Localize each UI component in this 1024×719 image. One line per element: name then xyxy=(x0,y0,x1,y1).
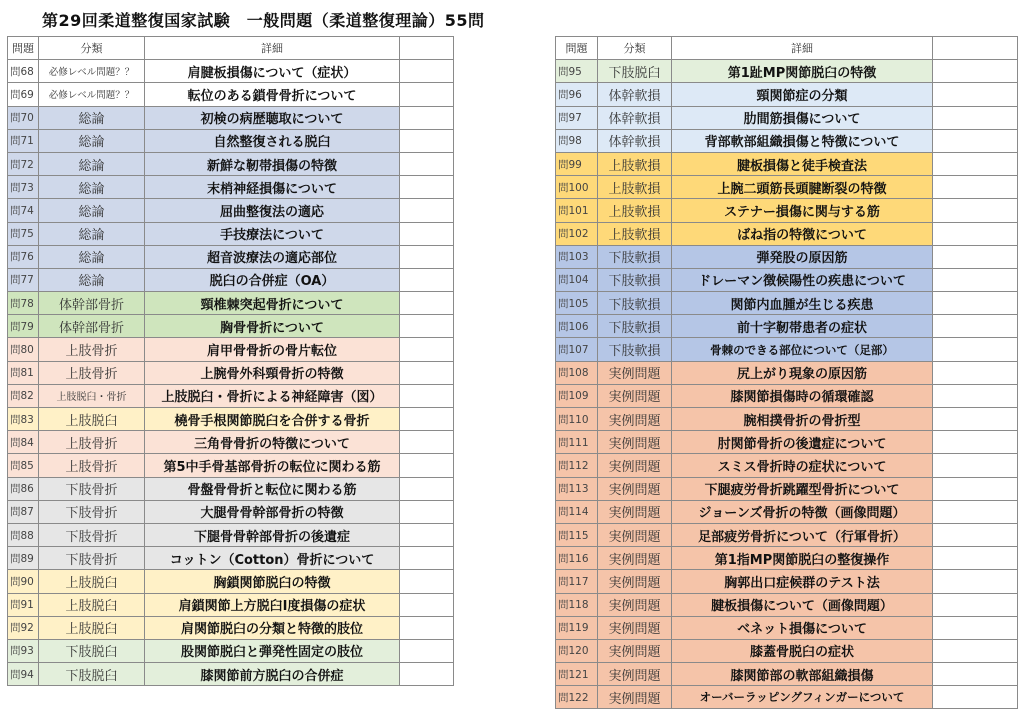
table-row xyxy=(556,454,1018,477)
blank-cell xyxy=(933,361,1018,384)
blank-cell xyxy=(933,315,1018,338)
blank-cell xyxy=(400,60,454,83)
blank-cell xyxy=(933,500,1018,523)
question-number: 問82 xyxy=(8,384,39,407)
question-detail: 第5中手骨基部骨折の転位に関わる筋 xyxy=(145,454,400,477)
header-num: 問題 xyxy=(8,37,39,60)
question-number: 問69 xyxy=(8,83,39,106)
blank-cell xyxy=(400,245,454,268)
table-row xyxy=(8,431,454,454)
question-detail: 自然整復される脱臼 xyxy=(145,129,400,152)
blank-cell xyxy=(400,616,454,639)
table-row xyxy=(556,361,1018,384)
blank-cell xyxy=(933,106,1018,129)
question-category: 実例問題 xyxy=(598,500,672,523)
table-row xyxy=(8,292,454,315)
question-category: 総論 xyxy=(39,152,145,175)
table-row xyxy=(556,106,1018,129)
question-number: 問96 xyxy=(556,83,598,106)
table-row xyxy=(8,83,454,106)
table-row xyxy=(556,292,1018,315)
table-row xyxy=(556,616,1018,639)
question-number: 問111 xyxy=(556,431,598,454)
header-category: 分類 xyxy=(598,37,672,60)
question-detail: 第1趾MP関節脱臼の特徴 xyxy=(672,60,933,83)
question-category: 上肢骨折 xyxy=(39,361,145,384)
question-category: 実例問題 xyxy=(598,431,672,454)
table-row xyxy=(8,384,454,407)
question-number: 問109 xyxy=(556,384,598,407)
blank-cell xyxy=(400,315,454,338)
question-category: 必修レベル問題？？ xyxy=(39,83,145,106)
question-number: 問83 xyxy=(8,408,39,431)
question-category: 実例問題 xyxy=(598,477,672,500)
question-number: 問122 xyxy=(556,686,598,709)
blank-cell xyxy=(400,83,454,106)
question-detail: 背部軟部組織損傷と特徴について xyxy=(672,129,933,152)
question-number: 問118 xyxy=(556,593,598,616)
header-blank xyxy=(400,37,454,60)
table-row xyxy=(556,408,1018,431)
table-row xyxy=(8,547,454,570)
question-detail: 関節内血腫が生じる疾患 xyxy=(672,292,933,315)
question-category: 上肢脱臼 xyxy=(39,616,145,639)
table-row xyxy=(8,523,454,546)
question-category: 下肢骨折 xyxy=(39,500,145,523)
question-number: 問117 xyxy=(556,570,598,593)
table-row xyxy=(8,222,454,245)
table-row xyxy=(8,477,454,500)
question-detail: 脱臼の合併症（OA） xyxy=(145,268,400,291)
question-detail: 橈骨手根関節脱臼を合併する骨折 xyxy=(145,408,400,431)
question-detail: 新鮮な靭帯損傷の特徴 xyxy=(145,152,400,175)
blank-cell xyxy=(400,222,454,245)
blank-cell xyxy=(933,152,1018,175)
question-detail: 大腿骨骨幹部骨折の特徴 xyxy=(145,500,400,523)
question-category: 必修レベル問題？？ xyxy=(39,60,145,83)
table-row xyxy=(8,176,454,199)
blank-cell xyxy=(933,570,1018,593)
table-row xyxy=(8,338,454,361)
question-detail: 足部疲労骨折について（行軍骨折） xyxy=(672,523,933,546)
question-detail: 腱板損傷について（画像問題） xyxy=(672,593,933,616)
question-number: 問120 xyxy=(556,639,598,662)
question-category: 実例問題 xyxy=(598,408,672,431)
table-row xyxy=(8,454,454,477)
question-detail: 腕相撲骨折の骨折型 xyxy=(672,408,933,431)
table-row xyxy=(8,315,454,338)
question-detail: 肩腱板損傷について（症状） xyxy=(145,60,400,83)
table-row xyxy=(8,199,454,222)
question-number: 問87 xyxy=(8,500,39,523)
question-category: 上肢軟損 xyxy=(598,176,672,199)
blank-cell xyxy=(933,408,1018,431)
question-number: 問106 xyxy=(556,315,598,338)
question-number: 問105 xyxy=(556,292,598,315)
question-number: 問115 xyxy=(556,523,598,546)
question-detail: 上腕骨外科頸骨折の特徴 xyxy=(145,361,400,384)
table-row xyxy=(556,547,1018,570)
header-num: 問題 xyxy=(556,37,598,60)
table-row xyxy=(8,106,454,129)
question-number: 問92 xyxy=(8,616,39,639)
blank-cell xyxy=(933,60,1018,83)
blank-cell xyxy=(400,639,454,662)
table-row xyxy=(556,663,1018,686)
question-number: 問88 xyxy=(8,523,39,546)
question-category: 総論 xyxy=(39,129,145,152)
table-row xyxy=(556,83,1018,106)
blank-cell xyxy=(400,408,454,431)
question-detail: 膝関節部の軟部組織損傷 xyxy=(672,663,933,686)
blank-cell xyxy=(933,454,1018,477)
question-category: 総論 xyxy=(39,106,145,129)
blank-cell xyxy=(400,547,454,570)
blank-cell xyxy=(400,338,454,361)
header-category: 分類 xyxy=(39,37,145,60)
question-detail: 胸郭出口症候群のテスト法 xyxy=(672,570,933,593)
question-number: 問104 xyxy=(556,268,598,291)
question-number: 問119 xyxy=(556,616,598,639)
header-detail: 詳細 xyxy=(145,37,400,60)
table-row xyxy=(8,408,454,431)
table-row xyxy=(8,268,454,291)
question-number: 問71 xyxy=(8,129,39,152)
question-detail: 膝関節損傷時の循環確認 xyxy=(672,384,933,407)
question-category: 上肢軟損 xyxy=(598,199,672,222)
question-detail: ベネット損傷について xyxy=(672,616,933,639)
question-category: 実例問題 xyxy=(598,570,672,593)
table-row xyxy=(556,315,1018,338)
question-category: 実例問題 xyxy=(598,639,672,662)
table-row xyxy=(8,616,454,639)
blank-cell xyxy=(933,292,1018,315)
question-number: 問77 xyxy=(8,268,39,291)
table-header-row xyxy=(8,37,454,60)
question-category: 実例問題 xyxy=(598,454,672,477)
table-row xyxy=(556,384,1018,407)
question-number: 問121 xyxy=(556,663,598,686)
question-detail: ジョーンズ骨折の特徴（画像問題） xyxy=(672,500,933,523)
question-category: 上肢脱臼・骨折 xyxy=(39,384,145,407)
blank-cell xyxy=(400,384,454,407)
question-category: 下肢脱臼 xyxy=(39,639,145,662)
table-row xyxy=(8,129,454,152)
question-category: 上肢軟損 xyxy=(598,222,672,245)
question-number: 問114 xyxy=(556,500,598,523)
question-detail: 頸椎棘突起骨折について xyxy=(145,292,400,315)
question-category: 実例問題 xyxy=(598,593,672,616)
blank-cell xyxy=(933,616,1018,639)
question-category: 下肢骨折 xyxy=(39,477,145,500)
question-detail: 肩関節脱臼の分類と特徴的肢位 xyxy=(145,616,400,639)
table-row xyxy=(8,60,454,83)
question-number: 問86 xyxy=(8,477,39,500)
question-number: 問91 xyxy=(8,593,39,616)
blank-cell xyxy=(400,176,454,199)
question-number: 問93 xyxy=(8,639,39,662)
question-number: 問99 xyxy=(556,152,598,175)
question-category: 体幹部骨折 xyxy=(39,315,145,338)
question-category: 下肢軟損 xyxy=(598,292,672,315)
question-category: 総論 xyxy=(39,176,145,199)
table-row xyxy=(556,60,1018,83)
table-row xyxy=(8,639,454,662)
question-category: 上肢骨折 xyxy=(39,454,145,477)
table-row xyxy=(556,500,1018,523)
question-category: 総論 xyxy=(39,268,145,291)
table-row xyxy=(8,361,454,384)
blank-cell xyxy=(400,500,454,523)
question-number: 問116 xyxy=(556,547,598,570)
question-detail: オーバーラッピングフィンガーについて xyxy=(672,686,933,709)
question-number: 問97 xyxy=(556,106,598,129)
question-detail: 第1指MP関節脱臼の整復操作 xyxy=(672,547,933,570)
blank-cell xyxy=(400,454,454,477)
question-category: 下肢軟損 xyxy=(598,245,672,268)
blank-cell xyxy=(400,477,454,500)
table-body-right xyxy=(556,60,1018,709)
table-row xyxy=(556,570,1018,593)
table-row xyxy=(556,639,1018,662)
question-number: 問70 xyxy=(8,106,39,129)
question-category: 下肢脱臼 xyxy=(598,60,672,83)
question-category: 総論 xyxy=(39,222,145,245)
question-detail: 肋間筋損傷について xyxy=(672,106,933,129)
question-number: 問79 xyxy=(8,315,39,338)
table-row xyxy=(556,222,1018,245)
question-detail: 頸関節症の分類 xyxy=(672,83,933,106)
blank-cell xyxy=(933,176,1018,199)
table-row xyxy=(556,268,1018,291)
question-detail: 肩鎖関節上方脱臼Ⅰ度損傷の症状 xyxy=(145,593,400,616)
question-number: 問72 xyxy=(8,152,39,175)
question-detail: 転位のある鎖骨骨折について xyxy=(145,83,400,106)
question-detail: 肩甲骨骨折の骨片転位 xyxy=(145,338,400,361)
question-number: 問76 xyxy=(8,245,39,268)
question-detail: 屈曲整復法の適応 xyxy=(145,199,400,222)
table-row xyxy=(556,129,1018,152)
question-number: 問89 xyxy=(8,547,39,570)
question-number: 問102 xyxy=(556,222,598,245)
blank-cell xyxy=(400,570,454,593)
blank-cell xyxy=(933,384,1018,407)
question-number: 問78 xyxy=(8,292,39,315)
question-number: 問103 xyxy=(556,245,598,268)
question-detail: ステナー損傷に関与する筋 xyxy=(672,199,933,222)
header-detail: 詳細 xyxy=(672,37,933,60)
blank-cell xyxy=(400,361,454,384)
question-category: 総論 xyxy=(39,199,145,222)
question-detail: スミス骨折時の症状について xyxy=(672,454,933,477)
question-detail: 骨棘のできる部位について（足部） xyxy=(672,338,933,361)
question-category: 体幹軟損 xyxy=(598,129,672,152)
question-category: 下肢骨折 xyxy=(39,547,145,570)
question-detail: 末梢神経損傷について xyxy=(145,176,400,199)
blank-cell xyxy=(400,292,454,315)
blank-cell xyxy=(933,431,1018,454)
question-number: 問80 xyxy=(8,338,39,361)
question-number: 問95 xyxy=(556,60,598,83)
question-number: 問68 xyxy=(8,60,39,83)
blank-cell xyxy=(400,106,454,129)
blank-cell xyxy=(400,431,454,454)
blank-cell xyxy=(400,152,454,175)
question-category: 下肢軟損 xyxy=(598,338,672,361)
question-number: 問108 xyxy=(556,361,598,384)
question-detail: 手技療法について xyxy=(145,222,400,245)
question-detail: 三角骨骨折の特徴について xyxy=(145,431,400,454)
table-row xyxy=(8,152,454,175)
table-row xyxy=(8,663,454,686)
table-row xyxy=(8,245,454,268)
question-category: 実例問題 xyxy=(598,384,672,407)
question-detail: 胸鎖関節脱臼の特徴 xyxy=(145,570,400,593)
blank-cell xyxy=(400,593,454,616)
table-row xyxy=(556,431,1018,454)
blank-cell xyxy=(933,523,1018,546)
question-detail: 膝関節前方脱臼の合併症 xyxy=(145,663,400,686)
table-row xyxy=(556,523,1018,546)
question-detail: 膝蓋骨脱臼の症状 xyxy=(672,639,933,662)
blank-cell xyxy=(400,663,454,686)
table-row xyxy=(8,500,454,523)
question-number: 問75 xyxy=(8,222,39,245)
question-number: 問112 xyxy=(556,454,598,477)
question-category: 上肢骨折 xyxy=(39,431,145,454)
blank-cell xyxy=(933,129,1018,152)
question-detail: 前十字靭帯患者の症状 xyxy=(672,315,933,338)
table-row xyxy=(556,152,1018,175)
question-number: 問107 xyxy=(556,338,598,361)
question-number: 問90 xyxy=(8,570,39,593)
question-number: 問81 xyxy=(8,361,39,384)
question-detail: 弾発股の原因筋 xyxy=(672,245,933,268)
blank-cell xyxy=(933,338,1018,361)
question-number: 問85 xyxy=(8,454,39,477)
question-detail: 上腕二頭筋長頭腱断裂の特徴 xyxy=(672,176,933,199)
blank-cell xyxy=(933,663,1018,686)
question-detail: コットン（Cotton）骨折について xyxy=(145,547,400,570)
question-detail: 初検の病歴聴取について xyxy=(145,106,400,129)
question-table-left xyxy=(7,36,454,686)
question-detail: 骨盤骨骨折と転位に関わる筋 xyxy=(145,477,400,500)
question-category: 上肢脱臼 xyxy=(39,570,145,593)
blank-cell xyxy=(933,83,1018,106)
question-category: 実例問題 xyxy=(598,616,672,639)
question-number: 問98 xyxy=(556,129,598,152)
table-row xyxy=(556,176,1018,199)
question-category: 下肢脱臼 xyxy=(39,663,145,686)
table-row xyxy=(556,338,1018,361)
question-detail: 肘関節骨折の後遺症について xyxy=(672,431,933,454)
table-row xyxy=(8,593,454,616)
blank-cell xyxy=(933,686,1018,709)
blank-cell xyxy=(400,268,454,291)
question-category: 総論 xyxy=(39,245,145,268)
question-number: 問101 xyxy=(556,199,598,222)
table-header-row xyxy=(556,37,1018,60)
blank-cell xyxy=(933,639,1018,662)
question-category: 実例問題 xyxy=(598,361,672,384)
table-body-left xyxy=(8,60,454,686)
question-number: 問100 xyxy=(556,176,598,199)
question-category: 上肢骨折 xyxy=(39,338,145,361)
table-row xyxy=(556,199,1018,222)
blank-cell xyxy=(933,268,1018,291)
question-detail: 胸骨骨折について xyxy=(145,315,400,338)
question-category: 体幹軟損 xyxy=(598,83,672,106)
blank-cell xyxy=(933,222,1018,245)
question-detail: 下腿疲労骨折跳躍型骨折について xyxy=(672,477,933,500)
table-row xyxy=(8,570,454,593)
question-number: 問84 xyxy=(8,431,39,454)
question-category: 下肢軟損 xyxy=(598,268,672,291)
table-row xyxy=(556,245,1018,268)
table-row xyxy=(556,686,1018,709)
question-category: 実例問題 xyxy=(598,663,672,686)
question-category: 下肢軟損 xyxy=(598,315,672,338)
question-category: 実例問題 xyxy=(598,686,672,709)
blank-cell xyxy=(933,245,1018,268)
question-detail: 腱板損傷と徒手検査法 xyxy=(672,152,933,175)
question-category: 上肢脱臼 xyxy=(39,593,145,616)
question-category: 下肢骨折 xyxy=(39,523,145,546)
question-category: 上肢脱臼 xyxy=(39,408,145,431)
page-title: 第29回柔道整復国家試験 一般問題（柔道整復理論）55問 xyxy=(42,11,485,30)
table-row xyxy=(556,477,1018,500)
question-category: 実例問題 xyxy=(598,547,672,570)
question-number: 問94 xyxy=(8,663,39,686)
question-number: 問113 xyxy=(556,477,598,500)
question-category: 体幹軟損 xyxy=(598,106,672,129)
question-detail: 股関節脱臼と弾発性固定の肢位 xyxy=(145,639,400,662)
question-detail: 下腿骨骨幹部骨折の後遺症 xyxy=(145,523,400,546)
table-row xyxy=(556,593,1018,616)
question-detail: 上肢脱臼・骨折による神経障害（図） xyxy=(145,384,400,407)
blank-cell xyxy=(933,593,1018,616)
question-category: 体幹部骨折 xyxy=(39,292,145,315)
blank-cell xyxy=(400,199,454,222)
question-table-right xyxy=(555,36,1018,709)
question-number: 問74 xyxy=(8,199,39,222)
question-number: 問73 xyxy=(8,176,39,199)
question-category: 実例問題 xyxy=(598,523,672,546)
blank-cell xyxy=(400,523,454,546)
question-detail: 超音波療法の適応部位 xyxy=(145,245,400,268)
question-detail: ドレーマン徴候陽性の疾患について xyxy=(672,268,933,291)
question-detail: 尻上がり現象の原因筋 xyxy=(672,361,933,384)
blank-cell xyxy=(933,477,1018,500)
question-category: 上肢軟損 xyxy=(598,152,672,175)
blank-cell xyxy=(400,129,454,152)
question-number: 問110 xyxy=(556,408,598,431)
blank-cell xyxy=(933,199,1018,222)
blank-cell xyxy=(933,547,1018,570)
header-blank xyxy=(933,37,1018,60)
question-detail: ばね指の特徴について xyxy=(672,222,933,245)
